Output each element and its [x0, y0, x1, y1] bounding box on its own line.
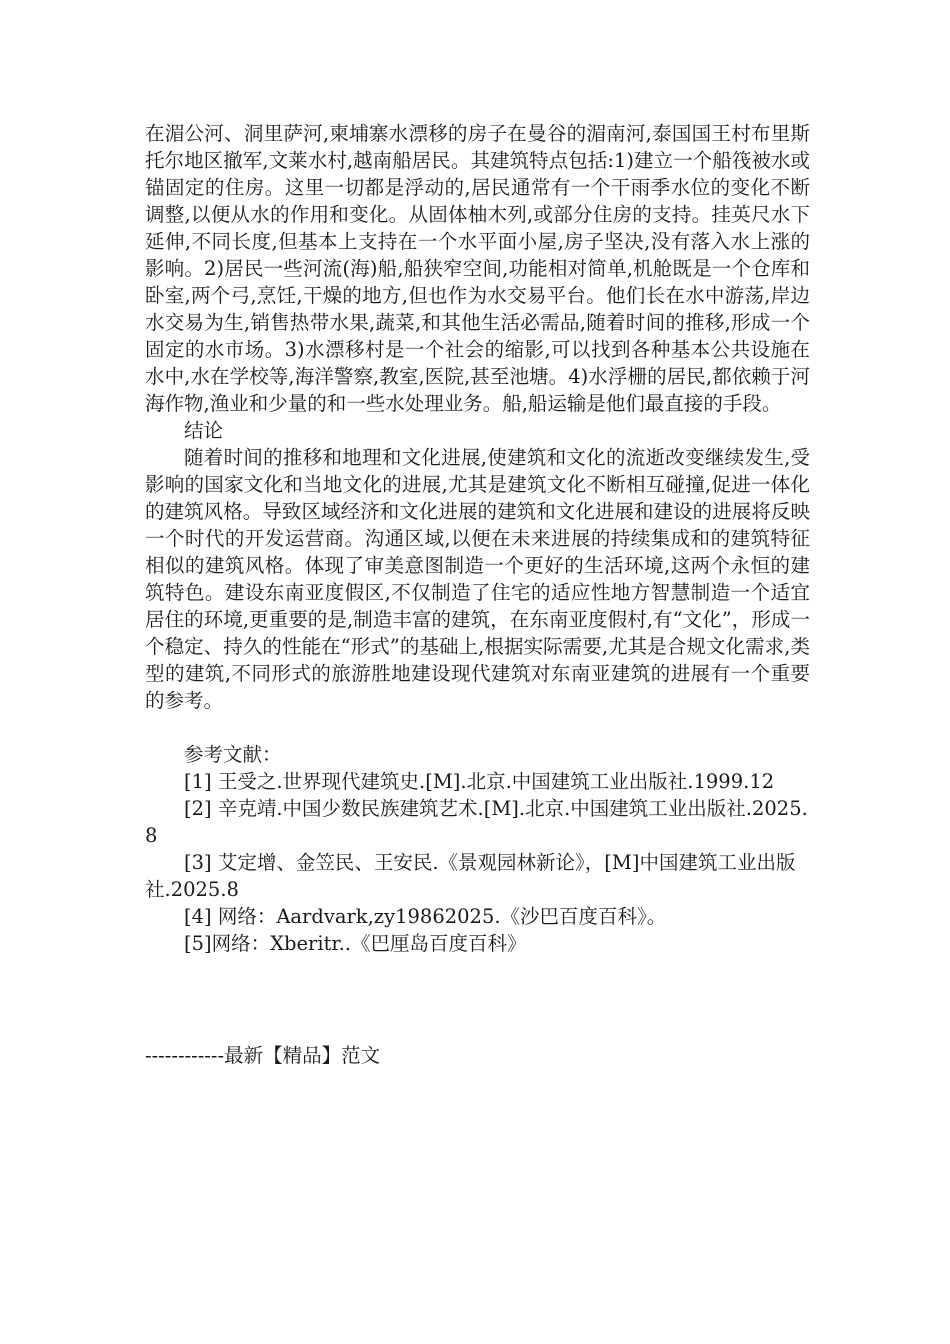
reference-item-1: [1] 王受之.世界现代建筑史.[M].北京.中国建筑工业出版社.1999.12: [184, 770, 775, 793]
body-paragraph: 在湄公河、洞里萨河,柬埔寨水漂移的房子在曼谷的湄南河,泰国国王村布里斯托尔地区撤军,文莱水村,越南船居民。其建筑特点包括:1)建立一个船筏被水或锚固定的住房。这里一切都是浮动的,居民通常有一个干雨季水位的变化不断调整,以便从水的作用和变化。从固体柚木列,或部分住房的支持。挂英尺水下延伸,不同长度,但基本上支持在一个水平面小屋,房子坚决,没有落入水上涨的影响。2)居民一些河流(海)船,船狭窄空间,功能相对简单,机舱既是一个仓库和卧室,两个弓,烹饪,干燥的地方,但也作为水交易平台。他们长在水中游荡,岸边水交易为生,销售热带水果,蔬菜,和其他生活必需品,随着时间的推移,形成一个固定的水市场。3)水漂移村是一个社会的缩影,可以找到各种基本公共设施在水中,水在学校等,海洋警察,教室,医院,甚至池塘。4)水浮栅的居民,都依赖于河海作物,渔业和少量的和一些水处理业务。船,船运输是他们最直接的手段。: [145, 122, 810, 415]
references-heading: 参考文献：: [184, 743, 282, 766]
document-body: [145, 120, 810, 957]
page-footer: ------------最新【精品】范文: [145, 1044, 381, 1067]
reference-item-5: [5]网络：Xberitr..《巴厘岛百度百科》: [184, 932, 527, 955]
reference-item-4: [4] 网络：Aardvark,zy19862025.《沙巴百度百科》。: [184, 905, 667, 928]
references-list: [145, 768, 810, 957]
section-spacer: [145, 714, 810, 741]
reference-item-3: [3] 艾定增、金笠民、王安民.《景观园林新论》，[M]中国建筑工业出版社.2025.8: [145, 851, 796, 901]
reference-item-2: [2] 辛克靖.中国少数民族建筑艺术.[M].北京.中国建筑工业出版社.2025.8: [145, 797, 808, 847]
conclusion-paragraph: 随着时间的推移和地理和文化进展,使建筑和文化的流逝改变继续发生,受影响的国家文化和当地文化的进展,尤其是建筑文化不断相互碰撞,促进一体化的建筑风格。导致区域经济和文化进展的建筑和文化进展和建设的进展将反映一个时代的开发运营商。沟通区域,以便在未来进展的持续集成和的建筑特征相似的建筑风格。体现了审美意图制造一个更好的生活环境,这两个永恒的建筑特色。建设东南亚度假区,不仅制造了住宅的适应性地方智慧制造一个适宜居住的环境,更重要的是,制造丰富的建筑，在东南亚度假村,有“文化”，形成一个稳定、持久的性能在“形式”的基础上,根据实际需要,尤其是合规文化需求,类型的建筑,不同形式的旅游胜地建设现代建筑对东南亚建筑的进展有一个重要的参考。: [145, 446, 810, 712]
conclusion-heading: 结论: [184, 419, 224, 442]
